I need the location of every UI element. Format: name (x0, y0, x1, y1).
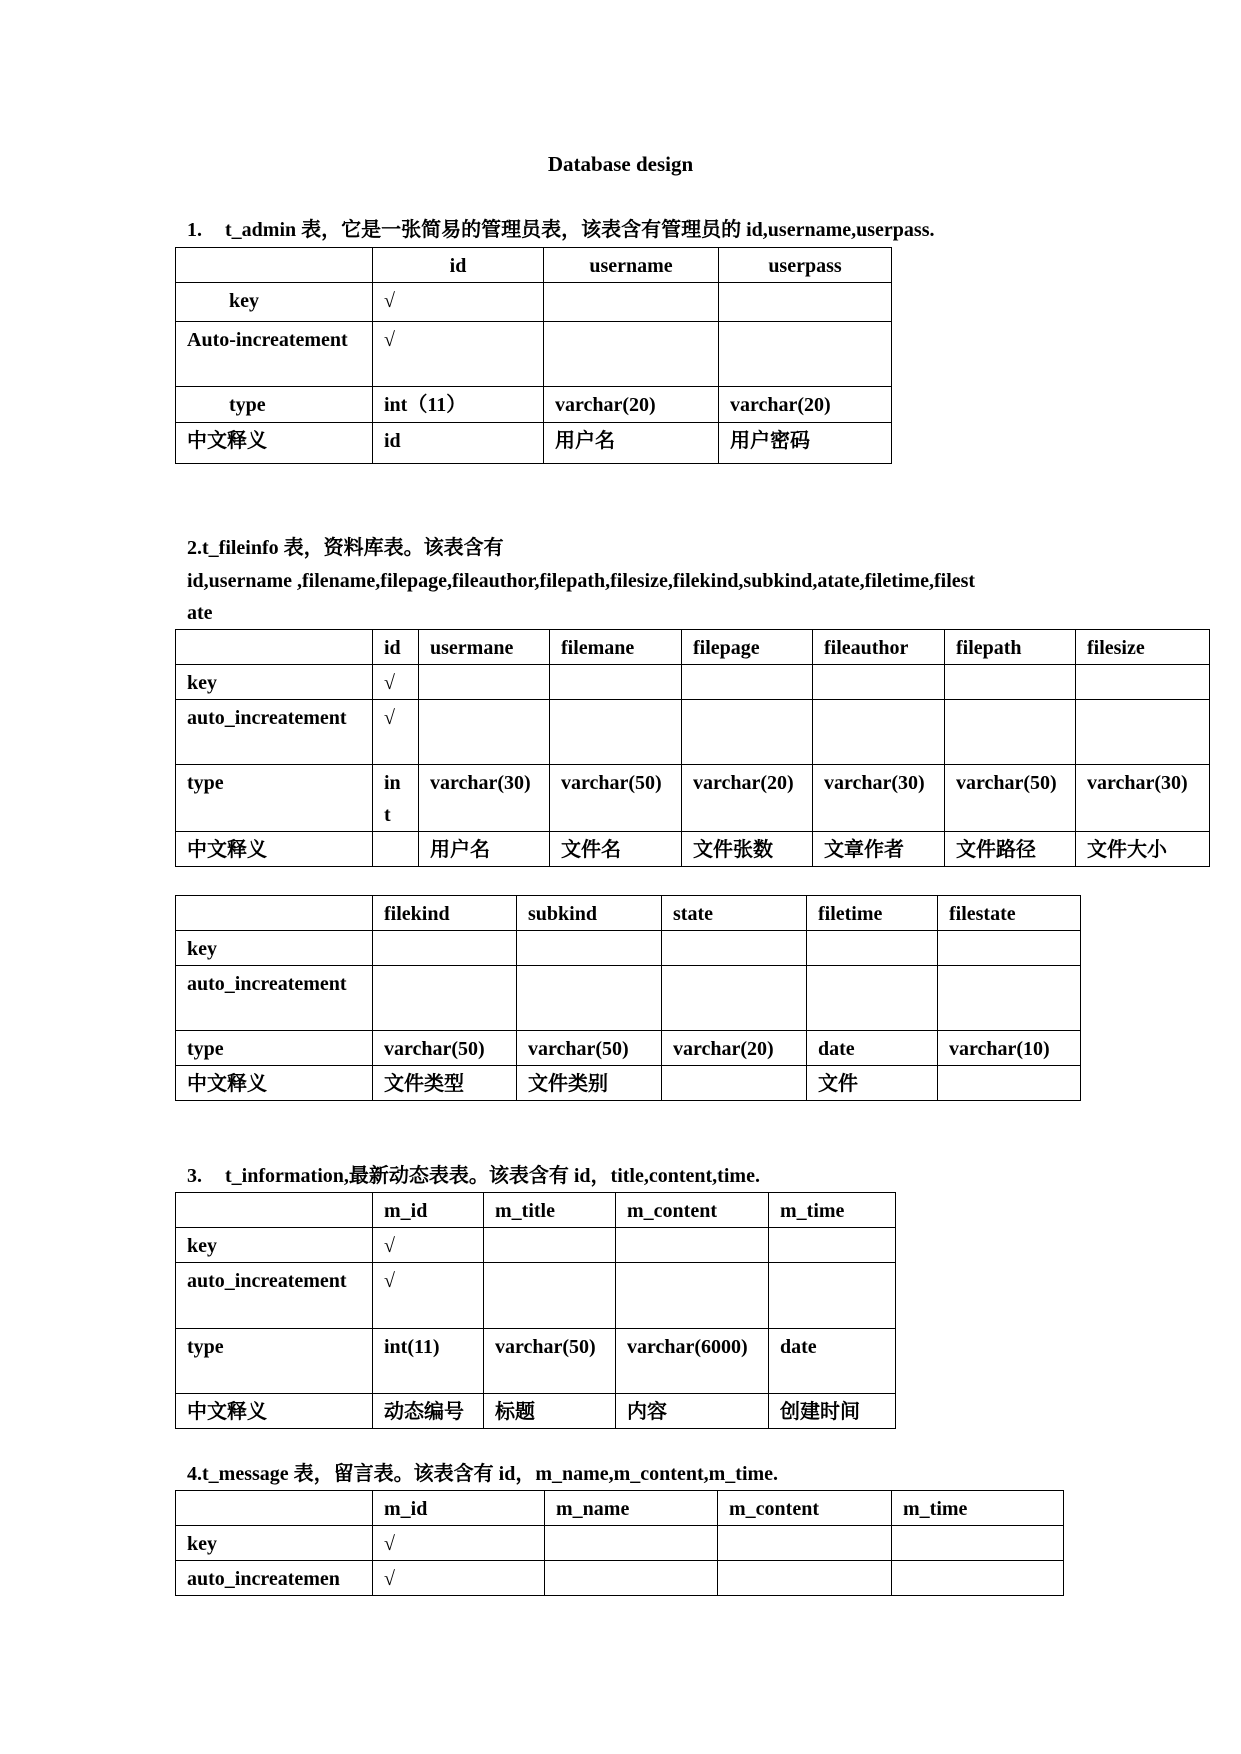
header-cell: filepage (682, 630, 813, 665)
table-cell: varchar(6000) (616, 1329, 769, 1394)
table-cell: int (373, 765, 419, 832)
table-cell (517, 931, 662, 966)
table-row (176, 1329, 896, 1394)
table-header-row (176, 896, 1081, 931)
row-label: auto_increatemen (176, 1561, 373, 1596)
table-header-row (176, 1491, 1064, 1526)
row-label: type (176, 1031, 373, 1066)
table-cell: varchar(30) (419, 765, 550, 832)
header-cell (176, 896, 373, 931)
table-cell: 用户名 (544, 423, 719, 464)
table-cell (719, 283, 892, 322)
section-1-heading (187, 214, 934, 247)
table-cell: varchar(20) (662, 1031, 807, 1066)
table-row (176, 387, 892, 423)
table-cell: 文件名 (550, 832, 682, 867)
table-cell: √ (373, 322, 544, 387)
table-cell (945, 700, 1076, 765)
table-cell (419, 700, 550, 765)
table-cell (945, 665, 1076, 700)
row-label: 中文释义 (176, 832, 373, 867)
table-cell (769, 1228, 896, 1263)
header-cell: m_id (373, 1491, 545, 1526)
table-cell: date (807, 1031, 938, 1066)
header-cell: m_time (892, 1491, 1064, 1526)
table-cell: 文件 (807, 1066, 938, 1101)
table-header-row (176, 630, 1210, 665)
header-cell: state (662, 896, 807, 931)
table-cell (718, 1561, 892, 1596)
table-cell (662, 966, 807, 1031)
header-cell: filemane (550, 630, 682, 665)
row-label: auto_increatement (176, 966, 373, 1031)
table-cell (484, 1228, 616, 1263)
table-cell (813, 700, 945, 765)
table-row (176, 1031, 1081, 1066)
header-cell: m_content (718, 1491, 892, 1526)
table-cell: varchar(20) (544, 387, 719, 423)
table-cell (938, 931, 1081, 966)
header-cell (176, 1193, 373, 1228)
t-message-table (175, 1490, 1064, 1596)
table-row (176, 1526, 1064, 1561)
header-cell (176, 248, 373, 283)
table-row (176, 1066, 1081, 1101)
table-cell (769, 1263, 896, 1329)
table-cell (373, 931, 517, 966)
section-3-heading (187, 1160, 760, 1193)
section-1-number: 1. (187, 219, 202, 241)
table-cell (938, 966, 1081, 1031)
table-cell: varchar(50) (373, 1031, 517, 1066)
table-cell (419, 665, 550, 700)
table-cell (517, 966, 662, 1031)
table-cell (807, 931, 938, 966)
row-label: key (176, 1526, 373, 1561)
table-cell: √ (373, 665, 419, 700)
table-row (176, 765, 1210, 832)
row-label: key (176, 931, 373, 966)
table-row (176, 423, 892, 464)
table-cell (373, 966, 517, 1031)
header-cell: filekind (373, 896, 517, 931)
header-cell (176, 1491, 373, 1526)
table-cell: varchar(20) (719, 387, 892, 423)
header-cell: userpass (719, 248, 892, 283)
t-admin-table (175, 247, 892, 464)
table-cell: varchar(20) (682, 765, 813, 832)
table-cell: 用户密码 (719, 423, 892, 464)
t-fileinfo-table-part-1 (175, 629, 1210, 867)
header-cell: fileauthor (813, 630, 945, 665)
header-cell: filepath (945, 630, 1076, 665)
header-cell: m_content (616, 1193, 769, 1228)
section-2-heading-line-3: ate (187, 602, 213, 624)
table-cell: 文件类别 (517, 1066, 662, 1101)
table-cell (545, 1526, 718, 1561)
row-label: key (176, 1228, 373, 1263)
header-cell: filesize (1076, 630, 1210, 665)
table-cell (813, 665, 945, 700)
table-cell (544, 322, 719, 387)
table-cell (373, 832, 419, 867)
table-cell (938, 1066, 1081, 1101)
table-cell (550, 665, 682, 700)
table-cell (807, 966, 938, 1031)
table-cell: int（11） (373, 387, 544, 423)
row-label: 中文释义 (176, 1066, 373, 1101)
table-cell: √ (373, 283, 544, 322)
table-cell (1076, 665, 1210, 700)
table-cell (616, 1263, 769, 1329)
section-1-heading-text: t_admin 表，它是一张简易的管理员表，该表含有管理员的 id,username,userpass. (225, 219, 935, 241)
table-cell (1076, 700, 1210, 765)
table-cell: varchar(50) (550, 765, 682, 832)
section-4-heading: 4.t_message 表，留言表。该表含有 id，m_name,m_content,m_time. (187, 1463, 779, 1485)
header-cell: username (544, 248, 719, 283)
header-cell: id (373, 630, 419, 665)
table-row (176, 1561, 1064, 1596)
table-cell: id (373, 423, 544, 464)
table-cell: varchar(10) (938, 1031, 1081, 1066)
row-label: 中文释义 (176, 1394, 373, 1429)
header-cell: m_name (545, 1491, 718, 1526)
row-label: 中文释义 (176, 423, 373, 464)
header-cell: usermane (419, 630, 550, 665)
row-label: key (176, 283, 373, 322)
table-cell: 文件类型 (373, 1066, 517, 1101)
table-cell: 动态编号 (373, 1394, 484, 1429)
table-cell (682, 665, 813, 700)
header-cell: subkind (517, 896, 662, 931)
table-cell: 文件张数 (682, 832, 813, 867)
section-2-heading-line-2: id,username ,filename,filepage,fileauthor,filepath,filesize,filekind,subkind,atate,filetime,filest (187, 570, 976, 592)
table-row (176, 283, 892, 322)
table-cell (892, 1526, 1064, 1561)
table-cell: varchar(50) (517, 1031, 662, 1066)
table-cell: int(11) (373, 1329, 484, 1394)
document-title: Database design (547, 152, 694, 176)
table-row (176, 966, 1081, 1031)
section-3-number: 3. (187, 1165, 202, 1187)
table-cell (545, 1561, 718, 1596)
t-information-table (175, 1192, 896, 1429)
table-cell: 文章作者 (813, 832, 945, 867)
table-cell: date (769, 1329, 896, 1394)
row-label: auto_increatement (176, 1263, 373, 1329)
row-label: type (176, 765, 373, 832)
table-header-row (176, 248, 892, 283)
table-cell: 用户名 (419, 832, 550, 867)
table-cell: 文件大小 (1076, 832, 1210, 867)
table-cell (662, 1066, 807, 1101)
section-3-heading-text: t_information,最新动态表表。该表含有 id，title,content,time. (225, 1165, 760, 1187)
table-cell: varchar(30) (813, 765, 945, 832)
table-row (176, 1263, 896, 1329)
section-2-heading-line-1: 2.t_fileinfo 表，资料库表。该表含有 (187, 537, 504, 559)
header-cell: id (373, 248, 544, 283)
table-cell (662, 931, 807, 966)
row-label: type (176, 387, 373, 423)
header-cell: filestate (938, 896, 1081, 931)
table-cell: varchar(50) (484, 1329, 616, 1394)
table-row (176, 931, 1081, 966)
table-cell: √ (373, 1263, 484, 1329)
table-cell: 文件路径 (945, 832, 1076, 867)
header-cell: filetime (807, 896, 938, 931)
header-cell: m_id (373, 1193, 484, 1228)
header-cell (176, 630, 373, 665)
table-cell: √ (373, 1561, 545, 1596)
table-header-row (176, 1193, 896, 1228)
header-cell: m_title (484, 1193, 616, 1228)
table-cell (616, 1228, 769, 1263)
table-row (176, 832, 1210, 867)
header-cell: m_time (769, 1193, 896, 1228)
table-cell: varchar(50) (945, 765, 1076, 832)
row-label: key (176, 665, 373, 700)
table-row (176, 700, 1210, 765)
table-cell: 内容 (616, 1394, 769, 1429)
table-cell (550, 700, 682, 765)
table-cell (544, 283, 719, 322)
table-row (176, 322, 892, 387)
table-row (176, 1228, 896, 1263)
table-cell (484, 1263, 616, 1329)
table-cell: √ (373, 1526, 545, 1561)
row-label: Auto-increatement (176, 322, 373, 387)
row-label: type (176, 1329, 373, 1394)
table-cell: √ (373, 1228, 484, 1263)
table-cell (719, 322, 892, 387)
table-cell: varchar(30) (1076, 765, 1210, 832)
t-fileinfo-table-part-2 (175, 895, 1081, 1101)
table-cell (682, 700, 813, 765)
table-row (176, 1394, 896, 1429)
table-cell: 创建时间 (769, 1394, 896, 1429)
table-cell (892, 1561, 1064, 1596)
row-label: auto_increatement (176, 700, 373, 765)
table-cell: 标题 (484, 1394, 616, 1429)
table-cell: √ (373, 700, 419, 765)
table-row (176, 665, 1210, 700)
table-cell (718, 1526, 892, 1561)
